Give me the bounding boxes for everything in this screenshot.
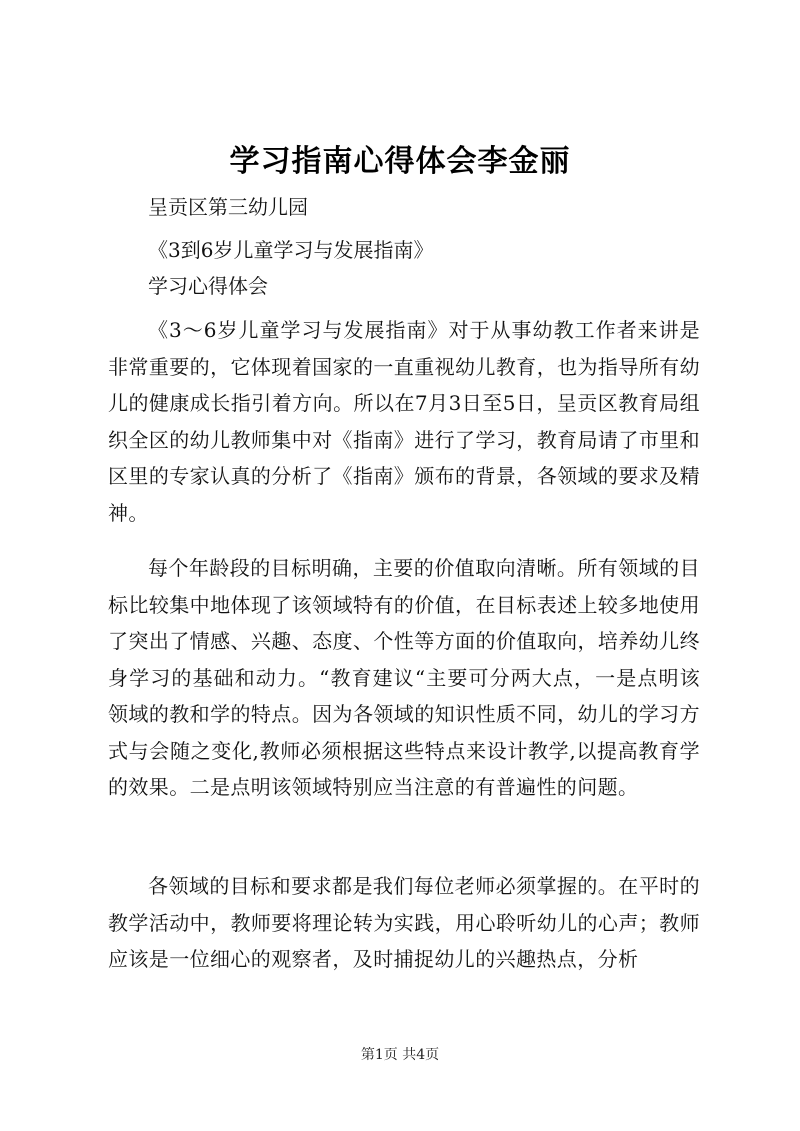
paragraph-2: 每个年龄段的目标明确，主要的价值取向清晰。所有领域的目标比较集中地体现了该领域特有的价值，在目标表述上较多地使用了突出了情感、兴趣、态度、个性等方面的价值取向，培养幼儿终身学习的基础和动力。“教育建议“主要可分两大点，一是点明该领域的教和学的特点。因为各领域的知识性质不同，幼儿的学习方式与会随之变化,教师必须根据这些特点来设计教学,以提高教育学的效果。二是点明该领域特别应当注意的有普遍性的问题。 xyxy=(108,556,700,799)
paragraph-3: 各领域的目标和要求都是我们每位老师必须掌握的。在平时的教学活动中，教师要将理论转为实践，用心聆听幼儿的心声；教师应该是一位细心的观察者，及时捕捉幼儿的兴趣热点，分析 xyxy=(108,874,700,971)
page-footer: 第1页 共4页 xyxy=(360,1047,440,1063)
subtitle-line: 学习心得体会 xyxy=(148,274,268,298)
kindergarten-name: 呈贡区第三幼儿园 xyxy=(148,195,308,219)
paragraph-1: 《3～6岁儿童学习与发展指南》对于从事幼教工作者来讲是非常重要的，它体现着国家的一直重视幼儿教育，也为指导所有幼儿的健康成长指引着方向。所以在7月3日至5日，呈贡区教育局组织全区的幼儿教师集中对《指南》进行了学习，教育局请了市里和区里的专家认真的分析了《指南》颁布的背景，各领域的要求及精神。 xyxy=(108,318,700,525)
guide-book-title: 《3到6岁儿童学习与发展指南》 xyxy=(148,238,434,262)
document-title: 学习指南心得体会李金丽 xyxy=(229,144,571,179)
